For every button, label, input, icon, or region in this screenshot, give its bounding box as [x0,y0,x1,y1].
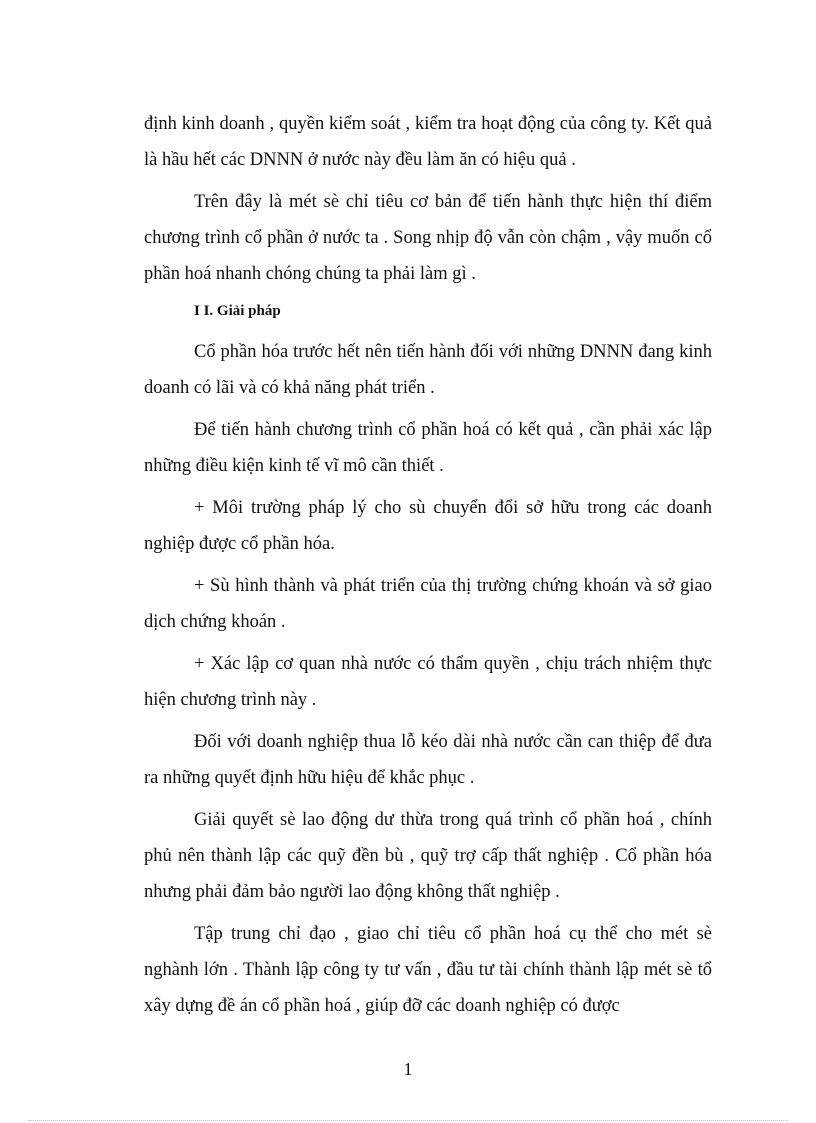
paragraph-summary: Trên đây là mét sè chỉ tiêu cơ bản để tiến hành thực hiện thí điểm chương trình cổ phần ở nước ta . Song nhịp độ vẫn còn chậm , vậy muốn cổ phần hoá nhanh chóng chúng ta phải làm gì . [144,192,712,284]
paragraph-solution-1: Cổ phần hóa trước hết nên tiến hành đối với những DNNN đang kinh doanh có lãi và có khả năng phát triển . [144,342,712,398]
list-item-state-agency: + Xác lập cơ quan nhà nước có thẩm quyền , chịu trách nhiệm thực hiện chương trình này . [144,654,712,710]
paragraph-surplus-labor: Giải quyết sè lao động dư thừa trong quá trình cổ phần hoá , chính phủ nên thành lập các quỹ đền bù , quỹ trợ cấp thất nghiệp . Cổ phần hóa nhưng phải đảm bảo người lao động không thất nghiệp . [144,810,712,902]
paragraph-direction: Tập trung chỉ đạo , giao chỉ tiêu cổ phần hoá cụ thể cho mét sè nghành lớn . Thành lập công ty tư vấn , đầu tư tài chính thành lập mét sè tổ xây dựng đề án cổ phần hoá , giúp đỡ các doanh nghiệp có được [144,924,712,1016]
list-item-legal-environment: + Môi trường pháp lý cho sù chuyển đổi sở hữu trong các doanh nghiệp được cổ phần hóa. [144,498,712,554]
page-bottom-divider [28,1120,788,1121]
page-number: 1 [403,1059,413,1079]
paragraph-solution-2: Để tiến hành chương trình cổ phần hoá có kết quả , cần phải xác lập những điều kiện kinh tế vĩ mô cần thiết . [144,420,712,476]
list-item-stock-market: + Sù hình thành và phát triển của thị trường chứng khoán và sở giao dịch chứng khoán . [144,576,712,632]
paragraph-continuation: định kinh doanh , quyền kiểm soát , kiểm tra hoạt động của công ty. Kết quả là hầu hết các DNNN ở nước này đều làm ăn có hiệu quả . [144,114,712,170]
paragraph-loss-making: Đối với doanh nghiệp thua lỗ kéo dài nhà nước cần can thiệp để đưa ra những quyết định hữu hiệu để khắc phục . [144,732,712,788]
section-heading: I I. Giải pháp [194,303,281,319]
